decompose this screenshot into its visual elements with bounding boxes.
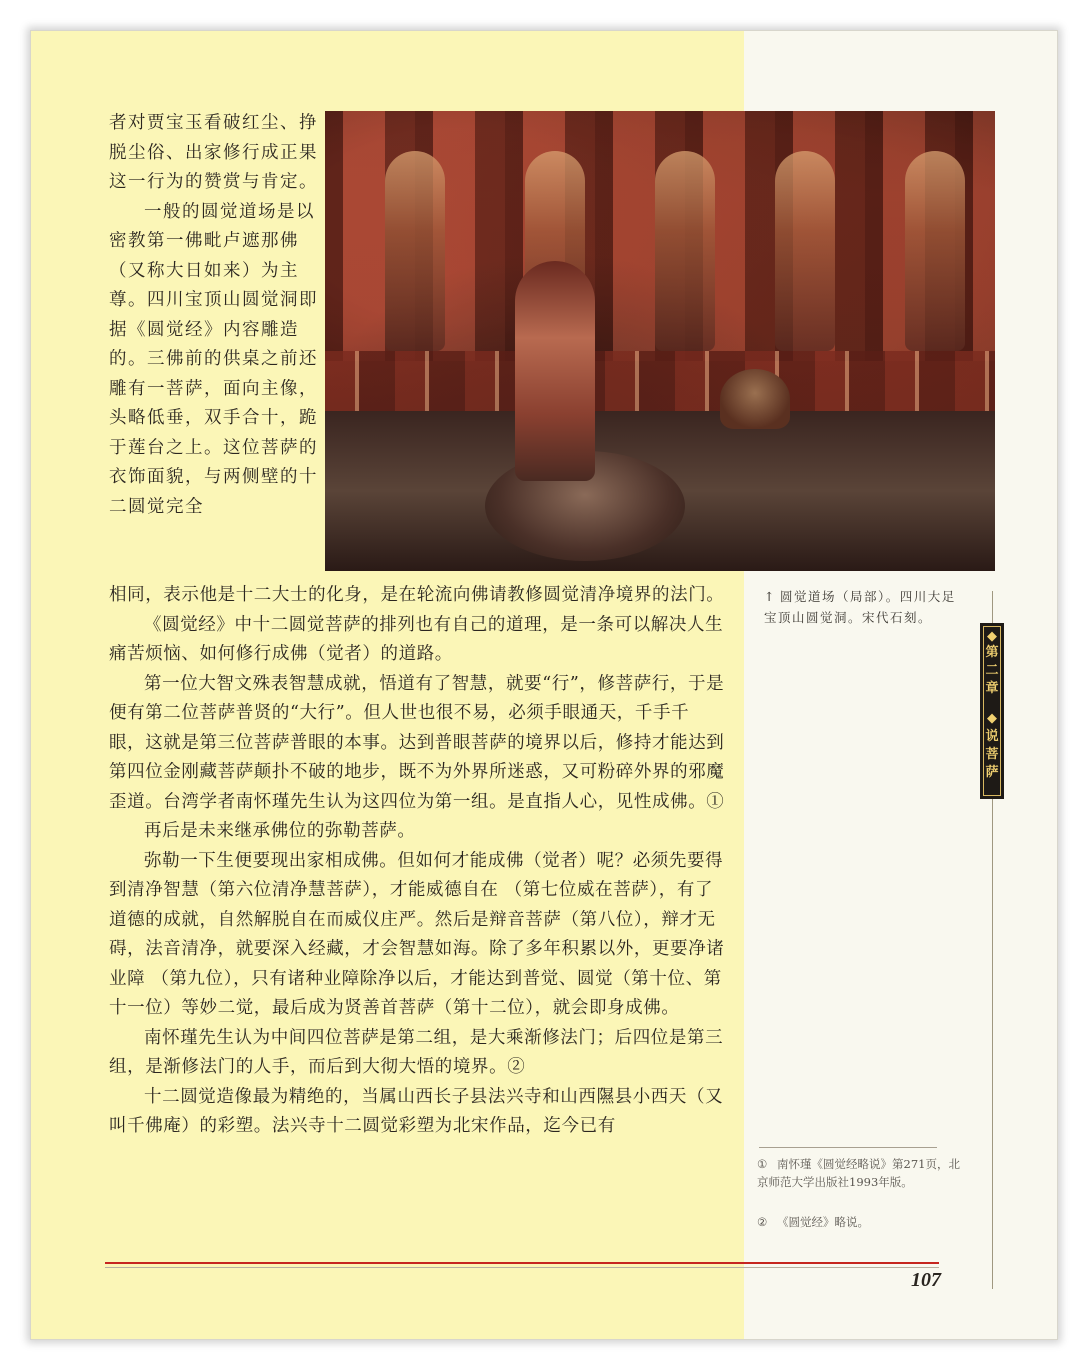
topic-label-char: 菩 [985, 747, 999, 762]
caption-text: 圆觉道场（局部）。四川大足宝顶山圆觉洞。宋代石刻。 [764, 589, 956, 625]
photo-incense-mound [720, 369, 790, 429]
photo-bodhisattva-statue [775, 151, 835, 351]
photo-bodhisattva-statue [385, 151, 445, 351]
footnote-number: ① [757, 1157, 768, 1171]
paragraph: 者对贾宝玉看破红尘、挣脱尘俗、出家修行成正果这一行为的赞赏与肯定。 [109, 113, 318, 192]
footnote [757, 1213, 967, 1231]
photo-caption [764, 586, 964, 628]
photo-kneeling-bodhisattva [515, 261, 595, 481]
paragraph: 《圆觉经》中十二圆觉菩萨的排列也有自己的道理，是一条可以解决人生痛苦烦恼、如何修行成佛（觉者）的道路。 [109, 614, 724, 664]
photo-altar [325, 351, 995, 411]
caption-arrow-icon: ↑ [764, 589, 776, 604]
paragraph: 十二圆觉造像最为精绝的，当属山西长子县法兴寺和山西隰县小西天（又叫千佛庵）的彩塑。法兴寺十二圆觉彩塑为北宋作品，迄今已有 [109, 1086, 724, 1136]
chapter-label-char: 二 [985, 663, 999, 678]
footer-rule-thin [105, 1267, 939, 1268]
paragraph: 再后是未来继承佛位的弥勒菩萨。 [144, 821, 416, 841]
footnote-text: 南怀瑾《圆觉经略说》第271页，北京师范大学出版社1993年版。 [757, 1157, 960, 1189]
topic-label-char: 萨 [985, 765, 999, 780]
paragraph: 弥勒一下生便要现出家相成佛。但如何才能成佛（觉者）呢？必须先要得到清净智慧（第六位清净慧菩萨），才能威德自在 （第七位威在菩萨），有了道德的成就，自然解脱自在而威仪庄严。然后是辩音菩萨（第八位），辩才无碍，法音清净，就要深入经藏，才会智慧如海。除了多年积累以外，更要净诸业障 （第九位），只有诸种业障除净以后，才能达到普觉、圆觉（第十位、第十一位）等妙二觉，最后成为贤善首菩萨（第十二位），就会即身成佛。 [109, 850, 725, 1018]
paragraph: 一般的圆觉道场是以密教第一佛毗卢遮那佛（又称大日如来）为主尊。四川宝顶山圆觉洞即据《圆觉经》内容雕造的。三佛前的供桌之前还雕有一菩萨，面向主像，头略低垂，双手合十，跪于莲台之上。这位菩萨的衣饰面貌，与两侧壁的十二圆觉完全 [109, 201, 318, 517]
paragraph: 第一位大智文殊表智慧成就，悟道有了智慧，就要“行”，修菩萨行，于是便有第二位菩萨普贤的“大行”。但人世也很不易，必须手眼通天，千手千眼，这就是第三位菩萨普眼的本事。达到普眼菩萨的境界以后，修持才能达到第四位金刚藏菩萨颠扑不破的地步，既不为外界所迷惑，又可粉碎外界的邪魔歪道。台湾学者南怀瑾先生认为这四位为第一组。是直指人心，见性成佛。① [109, 673, 725, 812]
chapter-label-char: 章 [985, 681, 999, 696]
footnote-rule [759, 1147, 937, 1148]
page-frame [30, 30, 1058, 1340]
paragraph: 南怀瑾先生认为中间四位菩萨是第二组，是大乘渐修法门；后四位是第三组，是渐修法门的人手，而后到大彻大悟的境界。② [109, 1027, 724, 1077]
temple-photo [325, 111, 995, 571]
diamond-icon: ◆ [987, 711, 997, 726]
paragraph: 相同，表示他是十二大士的化身，是在轮流向佛请教修圆觉清净境界的法门。 [109, 585, 725, 605]
wide-text-column [109, 581, 725, 1142]
narrow-text-column [109, 109, 323, 522]
topic-label-char: 说 [985, 729, 999, 744]
footnote-text: 《圆觉经》略说。 [777, 1215, 869, 1229]
diamond-icon: ◆ [987, 629, 997, 644]
page-number: 107 [911, 1269, 941, 1291]
footnote [757, 1155, 967, 1191]
chapter-tab [980, 623, 1004, 799]
footer-rule-red [105, 1262, 939, 1264]
footnote-number: ② [757, 1215, 768, 1229]
chapter-label-char: 第 [985, 645, 999, 660]
photo-bodhisattva-statue [655, 151, 715, 351]
photo-bodhisattva-statue [905, 151, 965, 351]
